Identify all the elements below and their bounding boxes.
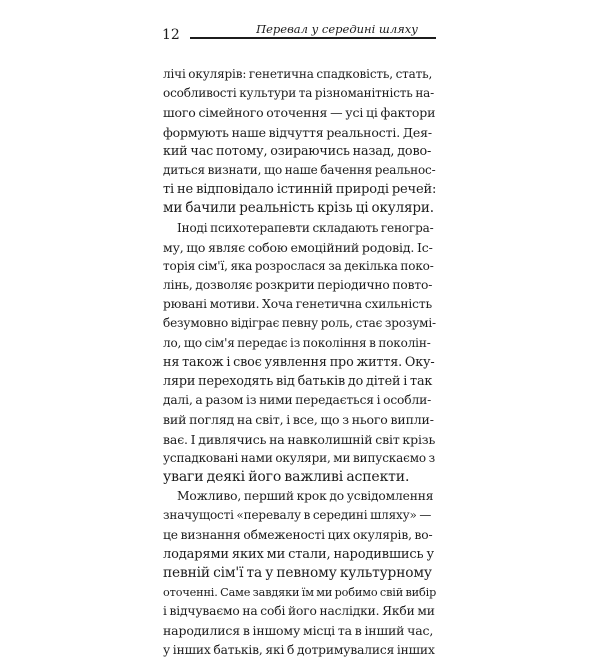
text-line: ті не відповідало істинній природі речей: bbox=[163, 182, 437, 198]
text-line: лічі окулярів: генетична спадковість, стать, bbox=[163, 67, 433, 81]
body-text bbox=[163, 65, 436, 660]
running-title: Перевал у середині шляху bbox=[256, 22, 418, 36]
text-line: певній сім'ї та у певному культурному bbox=[163, 564, 432, 581]
text-line: ми бачили реальність крізь ці окуляри. bbox=[163, 200, 434, 217]
text-line: особливості культури та різноманітність на- bbox=[163, 86, 435, 101]
text-line: ває. І дивлячись на навколишній світ крізь bbox=[163, 431, 436, 447]
text-line: у інших батьків, які б дотримувалися інших bbox=[163, 642, 435, 657]
text-line: Іноді психотерапевти складають геногра- bbox=[177, 220, 434, 235]
text-line: лодарями яких ми стали, народившись у bbox=[163, 546, 434, 562]
text-line: лінь, дозволяє розкрити періодично повто- bbox=[163, 278, 433, 293]
paragraph-1 bbox=[163, 65, 436, 219]
text-line: народилися в іншому місці та в інший час, bbox=[163, 623, 434, 639]
text-line: і відчуваємо на собі його наслідки. Якби ми bbox=[163, 604, 435, 619]
text-line: вий погляд на світ, і все, що з нього випли- bbox=[163, 412, 434, 428]
text-line: рювані мотиви. Хоча генетична схильність bbox=[163, 297, 433, 312]
text-line: уваги деякі його важливі аспекти. bbox=[163, 468, 410, 485]
paragraph-3 bbox=[163, 487, 436, 660]
text-line: значущості «перевалу в середині шляху» — bbox=[163, 508, 432, 523]
text-line: Можливо, перший крок до усвідомлення bbox=[177, 489, 434, 504]
text-line: диться визнати, що наше бачення реальнос- bbox=[163, 162, 436, 177]
paragraph-2 bbox=[163, 219, 436, 488]
text-line: ляри переходять від батьків до дітей і так bbox=[163, 374, 433, 389]
header-rule bbox=[190, 37, 436, 39]
text-line: це визнання обмеженості цих окулярів, во- bbox=[163, 527, 433, 542]
text-line: шого сімейного оточення — усі ці фактори bbox=[163, 105, 436, 121]
text-line: ло, що сім'я передає із покоління в поколін- bbox=[163, 335, 431, 350]
text-line: ня також і своє уявлення про життя. Оку- bbox=[163, 354, 435, 370]
text-line: формують наше відчуття реальності. Дея- bbox=[163, 124, 432, 140]
text-line: безумовно відіграє певну роль, стає зрозумі- bbox=[163, 316, 436, 331]
text-line: кий час потому, озираючись назад, дово- bbox=[163, 143, 432, 159]
text-line: му, що являє собою емоційний родовід. Іс- bbox=[163, 239, 433, 255]
page-number: 12 bbox=[162, 27, 180, 43]
text-line: далі, а разом із ними передається і особли- bbox=[163, 393, 432, 408]
text-line: оточенні. Саме завдяки їм ми робимо свій вибір bbox=[163, 586, 437, 600]
text-line: успадковані нами окуляри, ми випускаємо з bbox=[163, 450, 436, 465]
text-line: торія сім'ї, яка розрослася за декілька поко- bbox=[163, 258, 434, 273]
